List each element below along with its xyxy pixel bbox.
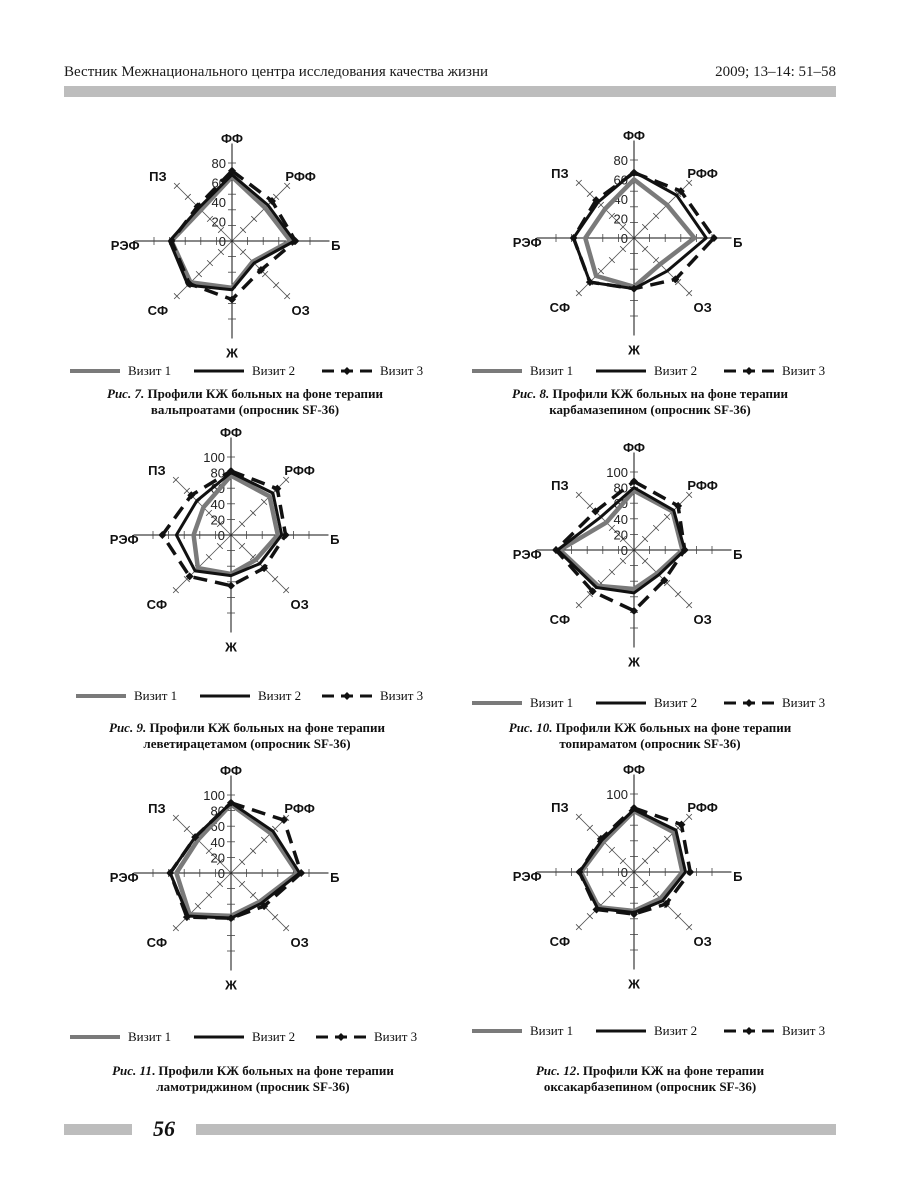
- figure-12-caption-line-1: . Профили КЖ на фоне терапии: [576, 1063, 765, 1078]
- radial-tick-label: 20: [613, 211, 628, 227]
- radial-tick-label: 100: [203, 450, 225, 465]
- figure-7-radar-chart: [107, 126, 357, 366]
- axis-label-rff: РФФ: [687, 800, 718, 816]
- radial-tick-label: 80: [210, 465, 225, 481]
- axis-label-ref: РЭФ: [109, 532, 139, 547]
- legend-visit-2-line-icon: [596, 366, 646, 376]
- axis-label-rff: РФФ: [284, 801, 315, 817]
- legend-visit-1-label: Визит 1: [128, 1029, 172, 1044]
- legend-visit-2-line-icon: [596, 698, 646, 708]
- radial-tick-label: 60: [210, 481, 225, 497]
- series-visit-1-polygon: [172, 177, 291, 288]
- axis-label-oz: ОЗ: [291, 303, 310, 319]
- axis-label-oz: ОЗ: [290, 935, 309, 951]
- running-header-journal: Вестник Межнационального центра исследования качества жизни: [64, 64, 489, 80]
- legend-visit-1-line-icon: [76, 691, 126, 701]
- radial-tick-label: 20: [211, 214, 226, 230]
- header-rule: [64, 86, 836, 97]
- axis-label-zh: Ж: [225, 639, 237, 655]
- axis-label-ff: ФФ: [219, 762, 243, 778]
- axis-label-rff: РФФ: [285, 169, 316, 185]
- legend-visit-3-line-icon: [724, 1026, 774, 1036]
- axis-label-zh: Ж: [225, 977, 237, 993]
- axis-label-pz: ПЗ: [551, 166, 569, 182]
- axis-label-ref: РЭФ: [110, 238, 140, 253]
- axis-label-sf: СФ: [549, 612, 571, 628]
- figure-10-label: Рис. 10.: [508, 720, 553, 735]
- figure-7-caption-line-1: Профили КЖ больных на фоне терапии: [147, 386, 383, 401]
- axis-label-b: Б: [733, 547, 743, 562]
- figure-11-legend: [70, 1028, 440, 1046]
- footer-rule-left: [64, 1124, 132, 1135]
- axis-label-zh: Ж: [628, 654, 640, 670]
- axis-label-sf: СФ: [147, 303, 169, 319]
- radial-tick-label: 0: [620, 543, 628, 558]
- radial-tick-label: 100: [203, 788, 225, 803]
- radial-tick-label: 80: [210, 803, 225, 819]
- axis-label-ff: ФФ: [622, 127, 646, 143]
- axis-label-pz: ПЗ: [148, 801, 166, 817]
- axis-label-sf: СФ: [549, 300, 571, 316]
- figure-9-label: Рис. 9.: [109, 720, 147, 735]
- legend-visit-2-label: Визит 2: [654, 363, 698, 378]
- radial-tick-label: 20: [613, 527, 628, 543]
- figure-7-caption: [55, 386, 435, 418]
- axis-label-rff: РФФ: [687, 166, 718, 182]
- legend-visit-1-line-icon: [472, 1026, 522, 1036]
- radial-tick-label: 80: [211, 156, 226, 171]
- figure-10-caption-line-2: топираматом (опросник SF-36): [559, 736, 741, 751]
- figure-9-caption-line-1: Профили КЖ больных на фоне терапии: [149, 720, 385, 735]
- axis-label-b: Б: [330, 532, 340, 547]
- axis-label-zh: Ж: [628, 342, 640, 358]
- axis-label-pz: ПЗ: [551, 478, 569, 494]
- axis-label-oz: ОЗ: [693, 612, 712, 628]
- series-visit-1-polygon: [176, 804, 297, 916]
- axis-label-ref: РЭФ: [109, 870, 139, 885]
- legend-visit-1-label: Визит 1: [134, 688, 178, 703]
- figure-9-caption: [57, 720, 437, 752]
- radial-tick-label: 0: [620, 231, 628, 246]
- figure-12-caption-line-2: оксакарбазепином (опросник SF-36): [543, 1079, 757, 1094]
- legend-visit-3-label: Визит 3: [782, 1023, 826, 1038]
- legend-visit-3-label: Визит 3: [380, 688, 424, 703]
- figure-11-label: Рис. 11: [112, 1063, 152, 1078]
- figure-8-caption-line-2: карбамазепином (опросник SF-36): [549, 402, 751, 417]
- legend-visit-3-label: Визит 3: [782, 695, 826, 710]
- radial-tick-label: 0: [217, 866, 225, 881]
- legend-visit-3-line-icon: [724, 366, 774, 376]
- figure-9-caption-line-2: леветирацетамом (опросник SF-36): [143, 736, 351, 751]
- radial-tick-label: 40: [211, 195, 226, 210]
- figure-10-radar-chart: [509, 435, 759, 675]
- figure-10-caption: [460, 720, 840, 752]
- axis-sf-line: [576, 550, 634, 608]
- figure-9-legend: [76, 687, 446, 705]
- figure-8-label: Рис. 8.: [512, 386, 550, 401]
- legend-visit-2-line-icon: [200, 691, 250, 701]
- axis-label-ff: ФФ: [219, 424, 243, 440]
- legend-visit-2-line-icon: [596, 1026, 646, 1036]
- page-number: 56: [153, 1116, 175, 1141]
- legend-visit-3-label: Визит 3: [374, 1029, 418, 1044]
- axis-label-b: Б: [733, 235, 743, 250]
- legend-visit-3-line-icon: [322, 366, 372, 376]
- radial-tick-label: 0: [620, 865, 628, 880]
- legend-visit-2-line-icon: [194, 1032, 244, 1042]
- radial-tick-label: 80: [613, 153, 628, 168]
- axis-label-ref: РЭФ: [512, 547, 542, 562]
- legend-visit-1-label: Визит 1: [530, 695, 574, 710]
- axis-label-oz: ОЗ: [693, 300, 712, 316]
- figure-9-radar-chart: [106, 420, 356, 660]
- figure-10-legend: [472, 694, 842, 712]
- legend-visit-1-label: Визит 1: [530, 1023, 574, 1038]
- radial-tick-label: 100: [606, 787, 628, 802]
- radial-tick-label: 0: [218, 234, 226, 249]
- figure-12-caption: [460, 1063, 840, 1095]
- legend-visit-1-line-icon: [70, 1032, 120, 1042]
- series-visit-3-marker-zh: [227, 582, 235, 590]
- legend-visit-2-label: Визит 2: [258, 688, 302, 703]
- figure-7-label: Рис. 7.: [107, 386, 145, 401]
- axis-label-oz: ОЗ: [693, 934, 712, 950]
- radial-tick-label: 80: [613, 480, 628, 496]
- axis-label-ff: ФФ: [622, 761, 646, 777]
- axis-label-rff: РФФ: [687, 478, 718, 494]
- radial-tick-label: 60: [613, 172, 628, 188]
- radial-tick-label: 60: [211, 175, 226, 191]
- legend-visit-2-label: Визит 2: [654, 1023, 698, 1038]
- legend-visit-2-line-icon: [194, 366, 244, 376]
- radial-tick-label: 40: [613, 511, 628, 527]
- series-visit-3-marker-b: [686, 868, 694, 876]
- figure-8-caption: [460, 386, 840, 418]
- figure-10-caption-line-1: Профили КЖ больных на фоне терапии: [555, 720, 792, 735]
- legend-visit-1-line-icon: [472, 366, 522, 376]
- figure-12-radar-chart: [509, 757, 759, 997]
- radial-tick-label: 60: [210, 819, 225, 835]
- radial-tick-label: 20: [210, 850, 225, 866]
- axis-label-pz: ПЗ: [149, 169, 167, 185]
- axis-label-ff: ФФ: [622, 439, 646, 455]
- figure-11-radar-chart: [106, 758, 356, 998]
- figure-8-legend: [472, 362, 842, 380]
- axis-label-ref: РЭФ: [512, 235, 542, 250]
- legend-visit-1-label: Визит 1: [530, 363, 574, 378]
- radial-tick-label: 40: [613, 192, 628, 207]
- axis-label-sf: СФ: [146, 935, 168, 951]
- axis-label-pz: ПЗ: [148, 463, 166, 479]
- axis-label-ref: РЭФ: [512, 869, 542, 884]
- legend-visit-1-line-icon: [472, 698, 522, 708]
- axis-label-rff: РФФ: [284, 463, 315, 479]
- legend-visit-3-label: Визит 3: [782, 363, 826, 378]
- axis-label-ff: ФФ: [220, 130, 244, 146]
- figure-11-caption-line-2: ламотриджином (просник SF-36): [156, 1079, 350, 1094]
- axis-label-oz: ОЗ: [290, 597, 309, 613]
- legend-visit-3-line-icon: [724, 698, 774, 708]
- radial-tick-label: 40: [210, 834, 225, 850]
- axis-label-b: Б: [733, 869, 743, 884]
- radial-tick-label: 100: [606, 465, 628, 480]
- axis-label-sf: СФ: [146, 597, 168, 613]
- figure-8-caption-line-1: Профили КЖ больных на фоне терапии: [552, 386, 788, 401]
- legend-visit-3-line-icon: [316, 1032, 366, 1042]
- axis-label-sf: СФ: [549, 934, 571, 950]
- radial-tick-label: 60: [613, 496, 628, 512]
- legend-visit-2-label: Визит 2: [654, 695, 698, 710]
- running-header-issue: 2009; 13–14: 51–58: [715, 64, 836, 80]
- figure-7-caption-line-2: вальпроатами (опросник SF-36): [150, 402, 340, 417]
- legend-visit-2-label: Визит 2: [252, 363, 296, 378]
- legend-visit-3-label: Визит 3: [380, 363, 424, 378]
- figure-11-caption-line-1: . Профили КЖ больных на фоне терапии: [151, 1063, 394, 1078]
- figure-11-caption: [63, 1063, 443, 1095]
- figure-12-label: Рис. 12: [535, 1063, 577, 1078]
- radial-tick-label: 20: [210, 512, 225, 528]
- radial-tick-label: 0: [217, 528, 225, 543]
- legend-visit-1-label: Визит 1: [128, 363, 172, 378]
- axis-label-pz: ПЗ: [551, 800, 569, 816]
- figure-7-legend: [70, 362, 440, 380]
- axis-label-zh: Ж: [628, 976, 640, 992]
- axis-label-b: Б: [331, 238, 341, 253]
- figure-12-legend: [472, 1022, 842, 1040]
- radial-tick-label: 40: [210, 496, 225, 512]
- axis-label-zh: Ж: [226, 345, 238, 361]
- footer-rule-right: [196, 1124, 836, 1135]
- figure-8-radar-chart: [509, 123, 759, 363]
- legend-visit-3-line-icon: [322, 691, 372, 701]
- axis-label-b: Б: [330, 870, 340, 885]
- legend-visit-1-line-icon: [70, 366, 120, 376]
- legend-visit-2-label: Визит 2: [252, 1029, 296, 1044]
